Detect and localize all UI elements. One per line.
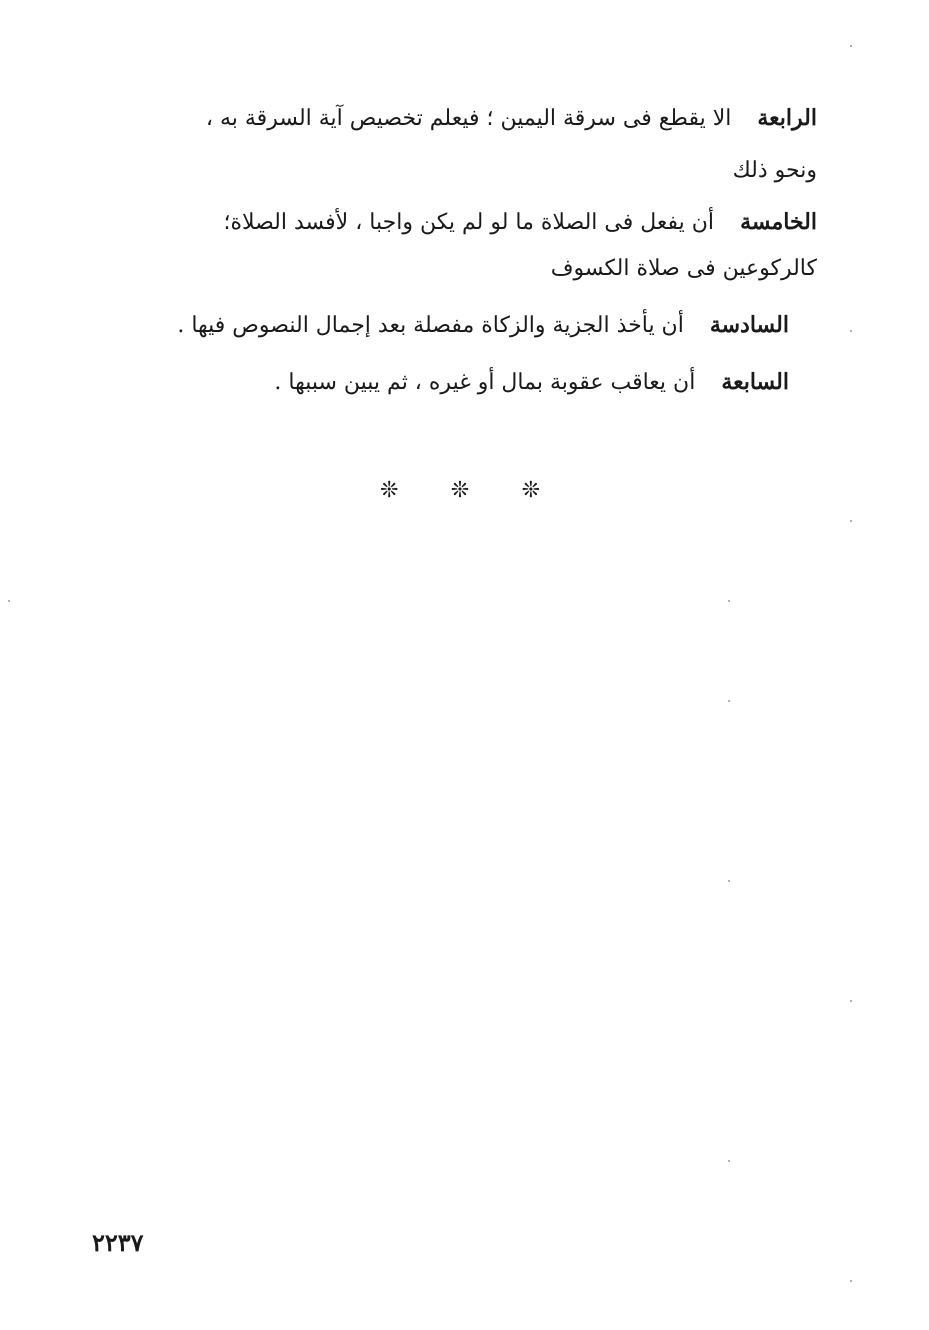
scan-speck — [728, 880, 730, 882]
paragraph-khamisa — [223, 192, 817, 253]
paragraph-continuation: ونحو ذلك — [732, 158, 817, 183]
paragraph-text: الا يقطع فى سرقة اليمين ؛ فيعلم تخصيص آية السرقة به ، — [205, 106, 732, 131]
page-number: ٢٢٣٧ — [92, 1228, 144, 1257]
scan-speck — [850, 1000, 852, 1002]
paragraph-label: السادسة — [709, 312, 789, 338]
paragraph-text: أن يفعل فى الصلاة ما لو لم يكن واجبا ، لأفسد الصلاة؛ — [223, 210, 715, 235]
paragraph-text: أن يعاقب عقوبة بمال أو غيره ، ثم يبين سببها . — [274, 370, 696, 395]
paragraph-text: أن يأخذ الجزية والزكاة مفصلة بعد إجمال النصوص فيها . — [177, 313, 684, 338]
asterism-icon: ❊ — [521, 478, 540, 503]
scan-speck — [728, 1160, 730, 1162]
scan-speck — [850, 520, 852, 522]
paragraph-sadisa — [177, 295, 789, 356]
section-separator — [380, 478, 540, 503]
scan-speck — [728, 700, 730, 702]
paragraph-sabia — [274, 352, 789, 413]
paragraph-rabia — [206, 88, 817, 149]
scan-speck — [850, 45, 852, 47]
paragraph-label: الخامسة — [740, 209, 817, 235]
scan-speck — [728, 600, 730, 602]
scan-speck — [850, 1280, 852, 1282]
scan-speck — [8, 600, 10, 602]
scan-speck — [850, 330, 852, 332]
asterism-icon: ❊ — [380, 478, 399, 503]
paragraph-label: السابعة — [721, 369, 789, 395]
paragraph-label: الرابعة — [757, 105, 817, 131]
paragraph-continuation: كالركوعين فى صلاة الكسوف — [550, 256, 817, 281]
asterism-icon: ❊ — [450, 478, 470, 503]
